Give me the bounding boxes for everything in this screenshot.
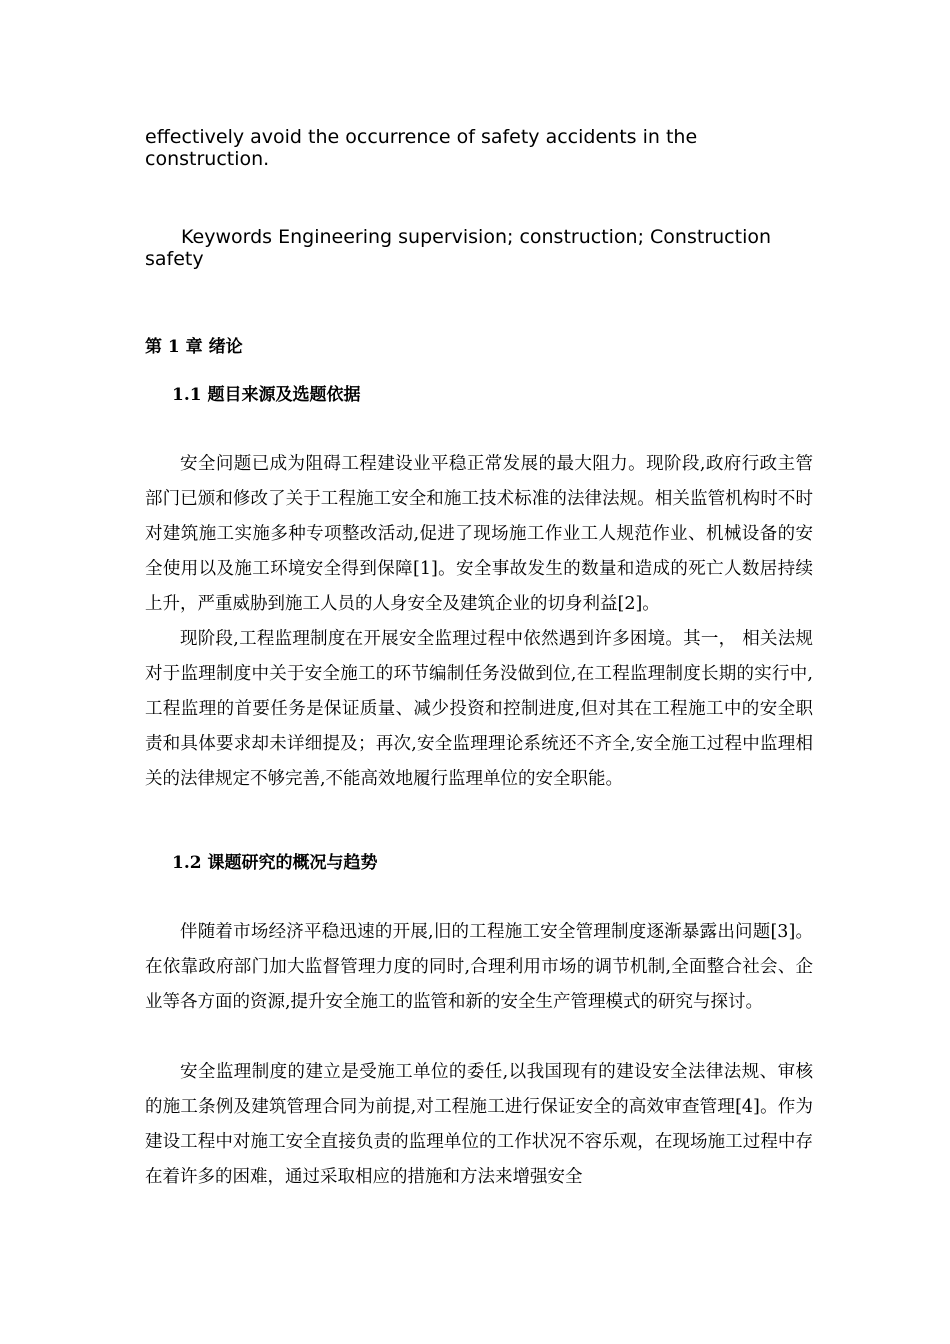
- section-title-1-1: 1.1 题目来源及选题依据: [172, 385, 361, 405]
- abstract-keywords: Keywords Engineering supervision; construction; Construction safety: [145, 226, 772, 270]
- body-paragraph: 现阶段,工程监理制度在开展安全监理过程中依然遇到许多困境。其一， 相关法规对于监理制度中关于安全施工的环节编制任务没做到位,在工程监理制度长期的实行中,工程监理的首要任务是保证质量、减少投资和控制进度,但对其在工程施工中的安全职责和具体要求却未详细提及；再次,安全监理理论系统还不齐全,安全施工过程中监理相关的法律规定不够完善,不能高效地履行监理单位的安全职能。: [145, 629, 813, 789]
- body-paragraph: 安全监理制度的建立是受施工单位的委任,以我国现有的建设安全法律法规、审核的施工条例及建筑管理合同为前提,对工程施工进行保证安全的高效审查管理[4]。作为建设工程中对施工安全直接负责的监理单位的工作状况不容乐观，在现场施工过程中存在着许多的困难，通过采取相应的措施和方法来增强安全: [145, 1062, 813, 1187]
- abstract-english-tail: effectively avoid the occurrence of safety accidents in the construction.: [145, 126, 698, 170]
- chapter-title: 第 1 章 绪论: [145, 337, 243, 357]
- section-title-1-2: 1.2 课题研究的概况与趋势: [172, 853, 378, 873]
- body-paragraph: 伴随着市场经济平稳迅速的开展,旧的工程施工安全管理制度逐渐暴露出问题[3]。在依靠政府部门加大监督管理力度的同时,合理利用市场的调节机制,全面整合社会、企业等各方面的资源,提升安全施工的监管和新的安全生产管理模式的研究与探讨。: [145, 922, 813, 1012]
- body-paragraph: 安全问题已成为阻碍工程建设业平稳正常发展的最大阻力。现阶段,政府行政主管部门已颁和修改了关于工程施工安全和施工技术标准的法律法规。相关监管机构时不时对建筑施工实施多种专项整改活动,促进了现场施工作业工人规范作业、机械设备的安全使用以及施工环境安全得到保障[1]。安全事故发生的数量和造成的死亡人数居持续上升，严重威胁到施工人员的人身安全及建筑企业的切身利益[2]。: [145, 454, 813, 614]
